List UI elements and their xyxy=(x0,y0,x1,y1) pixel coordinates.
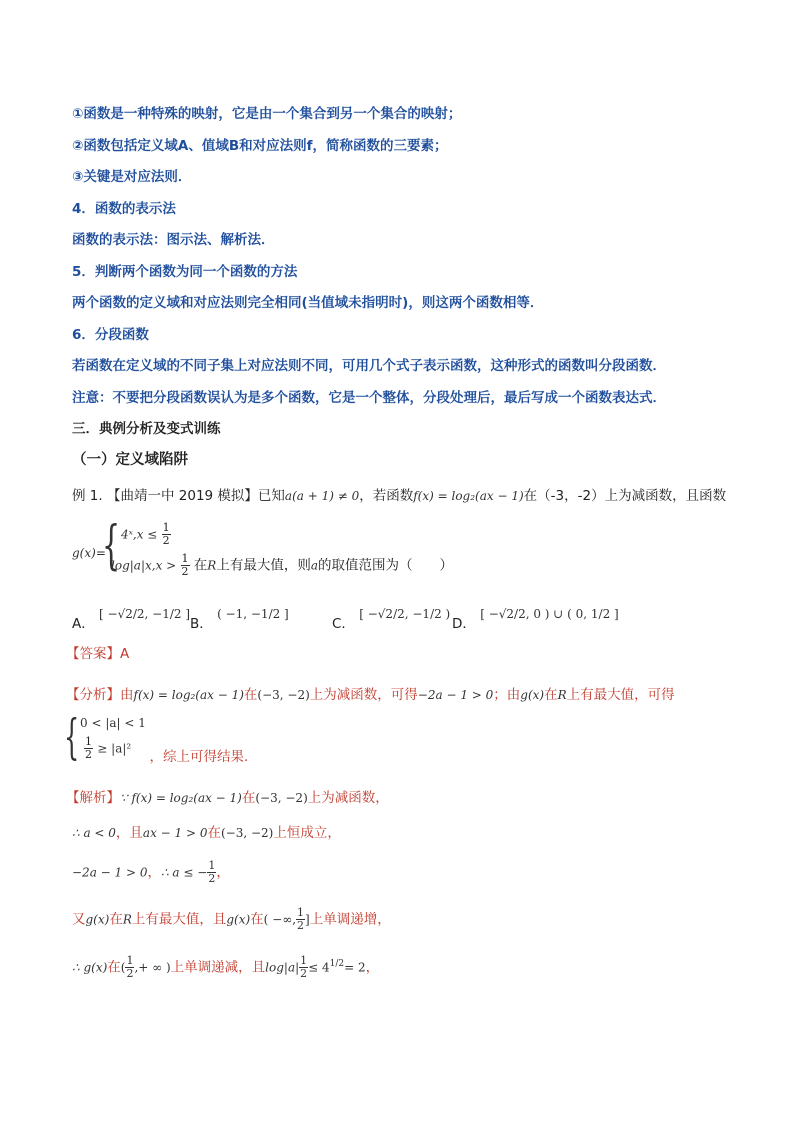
analysis-sys-2-frac: $\frac{1}{2}$ xyxy=(85,735,92,761)
option-d-label: D． xyxy=(452,616,476,632)
analysis-sys-1-expr: 0 < |a| < 1 xyxy=(80,716,146,730)
solution-l2-text: ，且 xyxy=(115,825,143,841)
solution-l3-frac: $\frac{1}{2}$ xyxy=(208,859,216,885)
analysis-line-1 xyxy=(66,683,675,703)
solution-l5-text: 在 xyxy=(107,959,121,976)
point-1: ①函数是一种特殊的映射，它是由一个集合到另一个集合的映射； xyxy=(72,106,462,122)
part-3-title: 三．典例分析及变式训练 xyxy=(72,421,221,437)
example-1-line-1 xyxy=(72,484,726,504)
analysis-sys-2-expr: ≥ |a|² xyxy=(97,741,132,756)
analysis-system-2 xyxy=(84,735,249,765)
solution-l5-frac: $\frac{1}{2}$ xyxy=(126,954,134,980)
g-case-2 xyxy=(111,553,453,578)
solution-l5-ineq: ≤ 4 xyxy=(308,960,330,975)
analysis-R: R xyxy=(557,688,567,702)
solution-line-5: ∴ g(x)在( $\frac{1}{2}$ ,+ ∞ )上单调递减，且log|a| $\frac{1}{2}$ ≤ $4^{1/2}= 2$， xyxy=(72,954,380,980)
subsection-1-title: （一）定义域陷阱 xyxy=(72,452,188,468)
solution-l4-interval: ( −∞, xyxy=(263,912,297,927)
option-c-label: C． xyxy=(332,616,355,632)
analysis-g: g(x) xyxy=(520,688,545,702)
solution-line-2 xyxy=(72,821,341,841)
solution-l4-text-5: 上单调递增， xyxy=(309,911,391,928)
solution-line-3 xyxy=(72,860,230,885)
answer: 【答案】A xyxy=(66,646,130,662)
analysis-f: f(x) = log₂(ax − 1) xyxy=(133,688,244,702)
solution-l1-expr: ∵ f(x) = log₂(ax − 1) xyxy=(120,791,242,805)
solution-tag: 【解析】 xyxy=(66,790,120,806)
g-label xyxy=(72,545,106,561)
option-b-label: B． xyxy=(190,616,213,632)
analysis-system-1 xyxy=(80,715,146,731)
solution-l3-expr-2: ∴ a ≤ − xyxy=(160,865,208,880)
example-condition: a(a + 1) ≠ 0 xyxy=(284,489,360,503)
g-case-1-frac: $\frac{1}{2}$ xyxy=(162,521,170,547)
solution-l2-interval: (−3, −2) xyxy=(220,826,274,840)
example-source: 【曲靖一中 2019 模拟】已知 xyxy=(106,488,285,504)
solution-line-4: 又g(x)在R上有最大值，且g(x)在( −∞, $\frac{1}{2}$ ]上单调递增， xyxy=(72,906,391,932)
solution-l1-text: 在 xyxy=(241,790,256,806)
section-4-title: 4．函数的表示法 xyxy=(72,201,176,217)
section-5-body: 两个函数的定义域和对应法则完全相同(当值域未指明时)，则这两个函数相等． xyxy=(72,295,544,311)
example-a: a xyxy=(310,558,318,573)
analysis-interval: (−3, −2) xyxy=(257,688,310,702)
analysis-text-1: 由 xyxy=(120,687,134,703)
piecewise-brace: { xyxy=(102,516,121,576)
solution-l4-text: 又 xyxy=(72,911,86,928)
option-a-expr: [ −√2/2, −1/2 ] xyxy=(99,607,191,621)
solution-l4-text-3: 上有最大值，且 xyxy=(131,911,227,928)
solution-l1-text-2: 上为减函数， xyxy=(307,790,389,806)
analysis-text-6: 上有最大值，可得 xyxy=(566,687,675,703)
analysis-text-7: ，综上可得结果. xyxy=(149,748,249,765)
section-6-title: 6．分段函数 xyxy=(72,327,149,343)
example-f-def: f(x) = log₂(ax − 1) xyxy=(413,489,524,503)
solution-l5-text-3: ， xyxy=(365,959,380,976)
analysis-text-2: 在 xyxy=(243,687,258,703)
g-label-text: g(x)= xyxy=(72,546,106,560)
solution-l2-expr: ∴ a < 0 xyxy=(72,826,116,840)
section-4-body: 函数的表示法：图示法、解析法． xyxy=(72,232,275,248)
solution-l5-frac-2: $\frac{1}{2}$ xyxy=(300,954,308,980)
solution-l4-g: g(x) xyxy=(85,912,110,927)
section-6-body: 若函数在定义域的不同子集上对应法则不同，可用几个式子表示函数，这种形式的函数叫分段函数． xyxy=(72,358,666,374)
solution-l5-g: ∴ g(x) xyxy=(72,960,108,975)
solution-l4-R: R xyxy=(122,912,132,927)
example-text-5: 的取值范围为（ ） xyxy=(318,557,453,574)
point-2: ②函数包括定义域A、值域B和对应法则f，简称函数的三要素； xyxy=(72,138,448,154)
analysis-text-4: ；由 xyxy=(493,687,521,703)
g-case-2-expr: log|a|x,x > xyxy=(111,558,177,573)
solution-l5-log: log|a| xyxy=(265,960,300,975)
example-text-2: 在（-3，-2）上为减函数，且函数 xyxy=(523,488,727,504)
example-R: R xyxy=(207,558,217,573)
solution-l5-text-2: 上单调递减，且 xyxy=(170,959,266,976)
g-case-1 xyxy=(121,522,171,547)
section-6-note: 注意：不要把分段函数误认为是多个函数，它是一个整体，分段处理后，最后写成一个函数表达式． xyxy=(72,390,666,406)
example-lead: 例 1. xyxy=(72,488,103,504)
point-3: ③关键是对应法则． xyxy=(72,169,192,185)
analysis-text-3: 上为减函数，可得 xyxy=(309,687,418,703)
solution-l5-eq: = 2 xyxy=(344,960,366,975)
g-case-1-expr: 4ˣ,x ≤ xyxy=(121,527,158,542)
section-5-title: 5．判断两个函数为同一个函数的方法 xyxy=(72,264,298,280)
g-case-2-frac: $\frac{1}{2}$ xyxy=(181,552,189,578)
solution-l4-frac: $\frac{1}{2}$ xyxy=(297,906,305,932)
solution-l5-interval: + ∞ ) xyxy=(138,960,171,975)
solution-l3-text: ， xyxy=(147,864,161,881)
solution-l3-text-2: ， xyxy=(216,864,230,881)
option-b-expr: ( −1, −1/2 ] xyxy=(217,607,289,621)
solution-l4-text-4: 在 xyxy=(250,911,264,928)
solution-l3-expr: −2a − 1 > 0 xyxy=(72,865,148,880)
option-a[interactable] xyxy=(72,607,191,632)
option-c-expr: [ −√2/2, −1/2 ) xyxy=(359,607,451,621)
option-d[interactable] xyxy=(452,607,619,632)
solution-l2-text-2: 在 xyxy=(207,825,221,841)
analysis-ineq: −2a − 1 > 0 xyxy=(417,688,494,702)
solution-l4-text-2: 在 xyxy=(109,911,123,928)
analysis-text-5: 在 xyxy=(544,687,558,703)
analysis-brace: { xyxy=(64,709,80,765)
solution-l4-g-2: g(x) xyxy=(226,912,251,927)
option-b[interactable] xyxy=(190,607,289,632)
example-text-3: 在 xyxy=(193,557,208,574)
example-text-1: ，若函数 xyxy=(359,488,414,504)
solution-line-1 xyxy=(66,786,389,806)
option-d-expr: [ −√2/2, 0 ) ∪ ( 0, 1/2 ] xyxy=(480,607,619,621)
solution-l2-text-3: 上恒成立， xyxy=(273,825,341,841)
example-text-4: 上有最大值，则 xyxy=(216,557,311,574)
analysis-tag: 【分析】 xyxy=(66,687,120,703)
option-a-label: A． xyxy=(72,616,95,632)
solution-l1-interval: (−3, −2) xyxy=(255,791,308,805)
option-c[interactable] xyxy=(332,607,451,632)
solution-l2-expr-2: ax − 1 > 0 xyxy=(142,826,208,840)
